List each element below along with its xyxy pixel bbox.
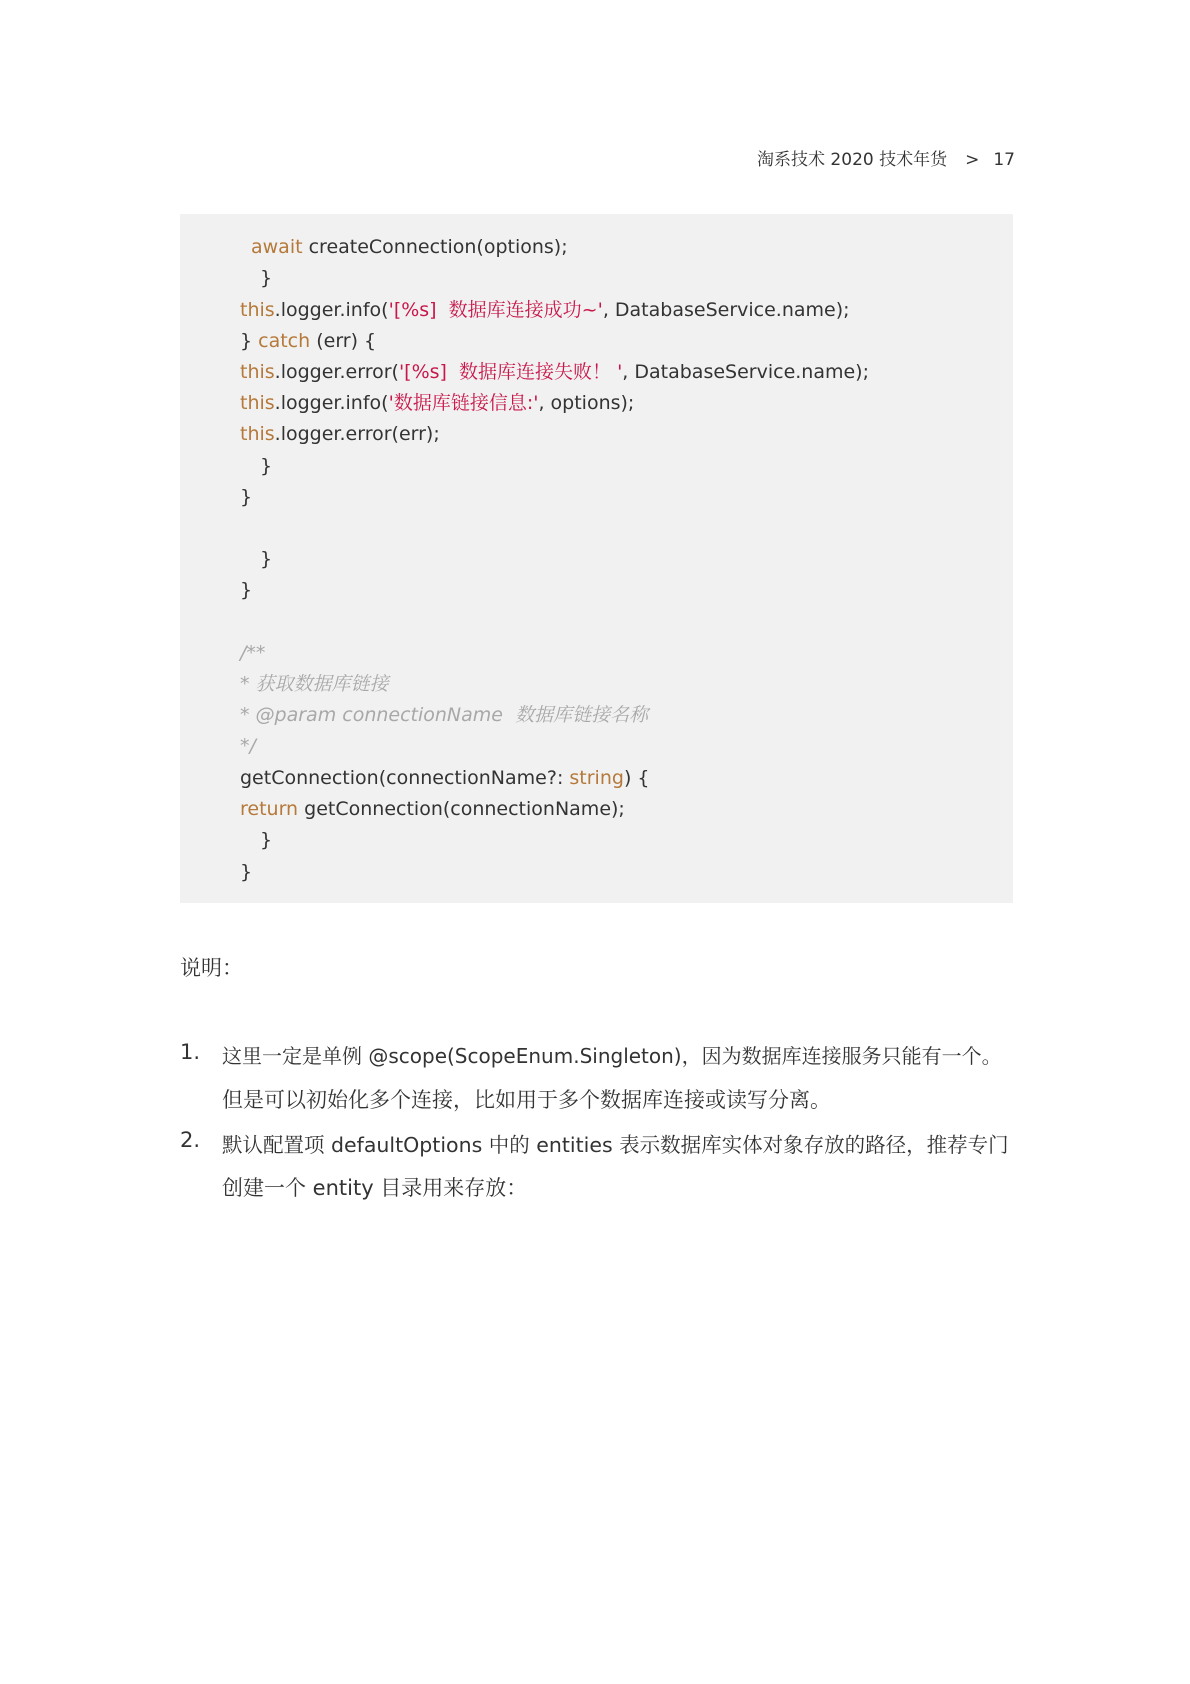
code-line [251, 232, 568, 263]
code-line: } [260, 829, 273, 851]
page-header [757, 145, 1015, 170]
code-keyword: this [240, 392, 275, 414]
list-number: 2. [180, 1128, 201, 1152]
code-keyword: catch [258, 330, 311, 352]
code-keyword: return [240, 798, 299, 820]
list-number: 1. [180, 1040, 201, 1064]
header-separator: > [965, 150, 980, 170]
code-comment: * 获取数据库链接 [240, 673, 389, 695]
code-text: .logger.error( [274, 361, 399, 383]
code-line [240, 295, 850, 326]
list-item-text: 默认配置项 defaultOptions 中的 entities 表示数据库实体对象存放的路径，推荐专门 [222, 1133, 1009, 1157]
code-comment: */ [240, 735, 256, 757]
code-string: '[%s] 数据库连接成功~' [388, 299, 603, 321]
code-text: .logger.info( [274, 299, 389, 321]
code-keyword: await [251, 236, 303, 258]
code-comment: * @param connectionName 数据库链接名称 [240, 704, 649, 726]
list-item-text: 但是可以初始化多个连接，比如用于多个数据库连接或读写分离。 [222, 1088, 831, 1112]
code-line [240, 357, 869, 388]
code-string: '数据库链接信息:' [388, 392, 539, 414]
code-text: ) { [623, 767, 650, 789]
code-string: '[%s] 数据库连接失败！ ' [398, 361, 623, 383]
code-line: } [240, 861, 253, 883]
page-number: 17 [993, 150, 1015, 170]
code-text: , DatabaseService.name); [622, 361, 869, 383]
code-line [240, 794, 625, 825]
code-keyword: this [240, 423, 275, 445]
code-line [240, 419, 440, 450]
code-keyword: string [569, 767, 624, 789]
code-text: .logger.error(err); [274, 423, 440, 445]
list-item-text: 这里一定是单例 @scope(ScopeEnum.Singleton)，因为数据库连接服务只能有一个。 [222, 1044, 1002, 1068]
code-text: getConnection(connectionName?: [240, 767, 570, 789]
list-item-text: 创建一个 entity 目录用来存放： [222, 1176, 528, 1200]
code-text: createConnection(options); [302, 236, 568, 258]
code-line: } [240, 579, 253, 601]
code-keyword: this [240, 361, 275, 383]
code-text: getConnection(connectionName); [298, 798, 625, 820]
code-line [240, 388, 634, 419]
code-keyword: this [240, 299, 275, 321]
code-comment: /** [240, 642, 266, 664]
code-text: , options); [538, 392, 635, 414]
section-label: 说明： [180, 956, 243, 980]
code-line: } [260, 267, 273, 289]
code-line: } [240, 486, 253, 508]
code-line [240, 326, 376, 357]
code-text: , DatabaseService.name); [602, 299, 850, 321]
code-text: .logger.info( [274, 392, 389, 414]
code-block [180, 214, 1013, 903]
header-title: 淘系技术 2020 技术年货 [757, 150, 948, 170]
code-text: (err) { [310, 330, 377, 352]
code-text: } [240, 330, 259, 352]
code-line: } [260, 548, 273, 570]
code-line: } [260, 455, 273, 477]
code-line [240, 763, 649, 794]
